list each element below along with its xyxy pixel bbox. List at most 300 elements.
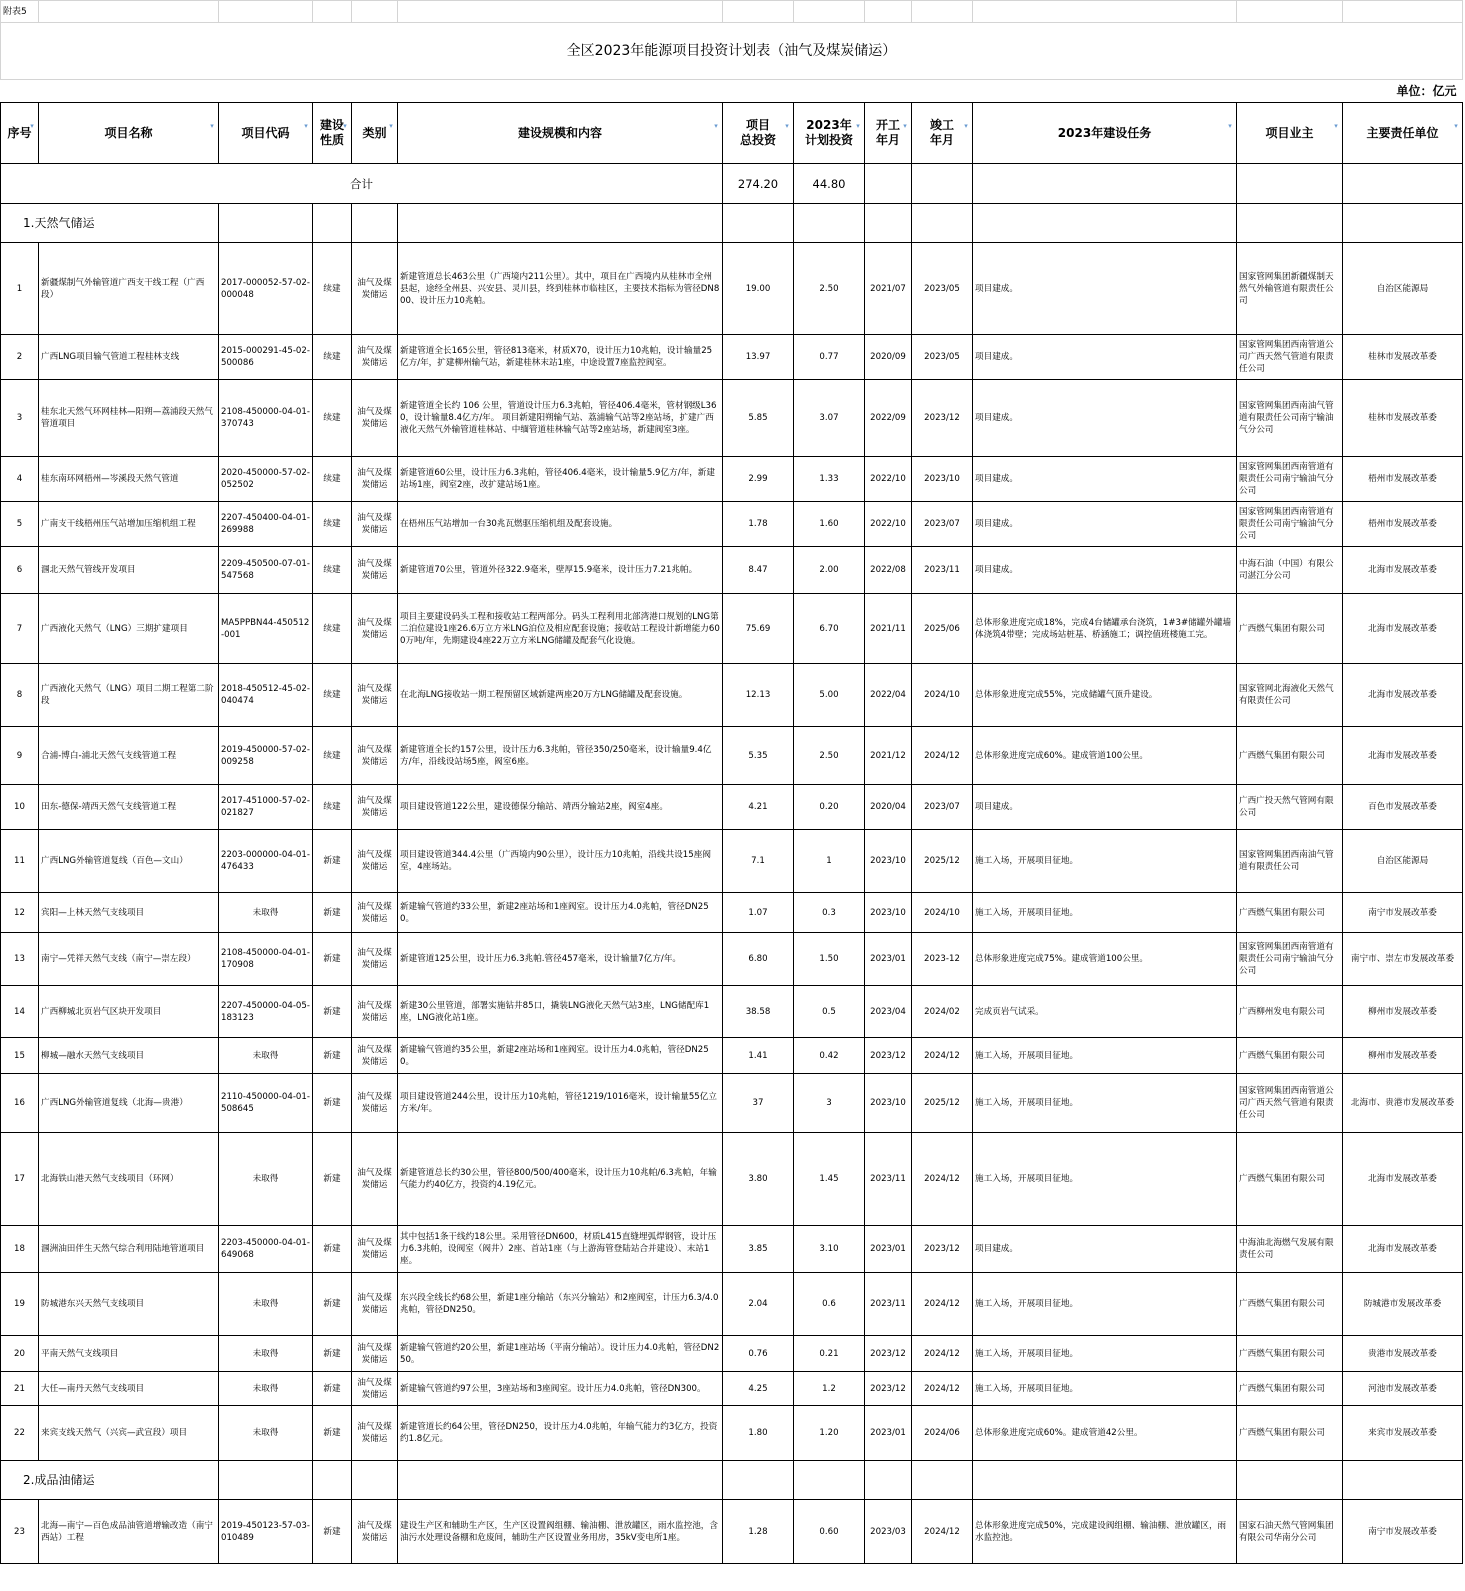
cell-no: 18 [1, 1226, 39, 1273]
filter-icon[interactable]: ▾ [1334, 122, 1338, 130]
cell-task-2023: 施工入场，开展项目征地。 [973, 893, 1237, 933]
filter-icon[interactable]: ▾ [343, 122, 347, 130]
cell-project-name: 防城港东兴天然气支线项目 [39, 1273, 219, 1336]
table-row[interactable] [1, 547, 1463, 594]
cell-nature: 新建 [313, 1273, 352, 1336]
cell-owner: 广西燃气集团有限公司 [1237, 1273, 1343, 1336]
cell-owner: 中海石油（中国）有限公司湛江分公司 [1237, 547, 1343, 594]
table-row[interactable] [1, 664, 1463, 727]
cell-project-name: 桂东北天然气环网桂林—阳朔—荔浦段天然气管道项目 [39, 380, 219, 457]
cell-project-code: 2017-000052-57-02-000048 [219, 243, 313, 335]
cell-no: 21 [1, 1372, 39, 1406]
cell-responsible: 河池市发展改革委 [1343, 1372, 1463, 1406]
cell-plan-2023: 1 [794, 830, 865, 893]
cell-category: 油气及煤炭储运 [352, 664, 398, 727]
cell-start: 2023/01 [865, 1406, 912, 1461]
cell-project-name: 宾阳—上林天然气支线项目 [39, 893, 219, 933]
cell-task-2023: 施工入场，开展项目征地。 [973, 1038, 1237, 1074]
cell-category: 油气及煤炭储运 [352, 1074, 398, 1133]
cell-end: 2024/10 [912, 893, 973, 933]
cell-start: 2022/04 [865, 664, 912, 727]
cell-project-name: 广西柳城北页岩气区块开发项目 [39, 986, 219, 1038]
cell-end: 2023/07 [912, 785, 973, 830]
empty-cell [1237, 1461, 1343, 1500]
cell-total-investment: 19.00 [723, 243, 794, 335]
cell-project-code: 未取得 [219, 1336, 313, 1372]
table-row[interactable] [1, 933, 1463, 986]
cell-start: 2023/11 [865, 1273, 912, 1336]
cell-end: 2024/12 [912, 1372, 973, 1406]
cell-category: 油气及煤炭储运 [352, 1406, 398, 1461]
empty-cell [912, 164, 973, 204]
cell-no: 12 [1, 893, 39, 933]
cell-start: 2023/01 [865, 1226, 912, 1273]
cell-nature: 续建 [313, 664, 352, 727]
cell-nature: 续建 [313, 243, 352, 335]
cell-no: 3 [1, 380, 39, 457]
cell-project-name: 大任—南丹天然气支线项目 [39, 1372, 219, 1406]
cell-end: 2025/06 [912, 594, 973, 664]
cell-nature: 续建 [313, 502, 352, 547]
cell-end: 2025/12 [912, 830, 973, 893]
table-row[interactable] [1, 1500, 1463, 1564]
cell-no: 7 [1, 594, 39, 664]
filter-icon[interactable]: ▾ [785, 122, 789, 130]
cell-nature: 新建 [313, 1372, 352, 1406]
cell-responsible: 梧州市发展改革委 [1343, 457, 1463, 502]
cell-nature: 续建 [313, 457, 352, 502]
cell-plan-2023: 0.42 [794, 1038, 865, 1074]
cell-project-code: 未取得 [219, 1038, 313, 1074]
cell-category: 油气及煤炭储运 [352, 243, 398, 335]
cell-content: 项目建设管道344.4公里（广西境内90公里），设计压力10兆帕，沿线共设15座阀室，4座场站。 [398, 830, 723, 893]
cell-category: 油气及煤炭储运 [352, 830, 398, 893]
cell-total-investment: 37 [723, 1074, 794, 1133]
cell-task-2023: 总体形象进度完成60%。建成管道100公里。 [973, 727, 1237, 785]
empty-cell [1343, 1461, 1463, 1500]
empty-cell [398, 1461, 723, 1500]
table-row[interactable] [1, 1038, 1463, 1074]
cell-owner: 广西燃气集团有限公司 [1237, 1133, 1343, 1226]
cell-project-code: 未取得 [219, 1133, 313, 1226]
cell-plan-2023: 0.20 [794, 785, 865, 830]
section-title: 1.天然气储运 [1, 204, 219, 243]
cell-project-code: 2019-450123-57-03-010489 [219, 1500, 313, 1564]
section-title: 2.成品油储运 [1, 1461, 219, 1500]
cell-project-code: 2018-450512-45-02-040474 [219, 664, 313, 727]
cell-project-code: 未取得 [219, 1273, 313, 1336]
cell-responsible: 自治区能源局 [1343, 243, 1463, 335]
cell-plan-2023: 0.3 [794, 893, 865, 933]
total-label: 合计 [1, 164, 723, 204]
cell-total-investment: 2.04 [723, 1273, 794, 1336]
cell-content: 建设生产区和辅助生产区，生产区设置阀组棚、输油棚、泄放罐区，雨水监控池，含油污水处理设备棚和危废间，辅助生产区设置业务用房，35kV变电所1座。 [398, 1500, 723, 1564]
cell-project-name: 涠北天然气管线开发项目 [39, 547, 219, 594]
cell-total-investment: 1.28 [723, 1500, 794, 1564]
table-row[interactable] [1, 457, 1463, 502]
cell-nature: 新建 [313, 1133, 352, 1226]
cell-responsible: 北海市发展改革委 [1343, 1226, 1463, 1273]
cell-task-2023: 施工入场，开展项目征地。 [973, 1336, 1237, 1372]
table-row[interactable] [1, 502, 1463, 547]
cell-total-investment: 1.41 [723, 1038, 794, 1074]
cell-content: 新建输气管道约33公里，新建2座站场和1座阀室。设计压力4.0兆帕，管径DN250。 [398, 893, 723, 933]
cell-content: 新建输气管道约97公里，3座站场和3座阀室。设计压力4.0兆帕，管径DN300。 [398, 1372, 723, 1406]
cell-total-investment: 1.78 [723, 502, 794, 547]
cell-project-code: 未取得 [219, 1372, 313, 1406]
project-table [0, 102, 1463, 1564]
empty-cell [794, 1461, 865, 1500]
cell-start: 2020/09 [865, 335, 912, 380]
cell-owner: 国家管网集团西南油气管道有限责任公司南宁输油气分公司 [1237, 380, 1343, 457]
cell-total-investment: 8.47 [723, 547, 794, 594]
cell-content: 东兴段全线长约68公里，新建1座分输站（东兴分输站）和2座阀室，计压力6.3/4.0兆帕，管径DN250。 [398, 1273, 723, 1336]
empty-cell [865, 164, 912, 204]
cell-plan-2023: 3 [794, 1074, 865, 1133]
cell-task-2023: 项目建成。 [973, 547, 1237, 594]
cell-plan-2023: 1.20 [794, 1406, 865, 1461]
table-row[interactable] [1, 1133, 1463, 1226]
empty-cell [794, 204, 865, 243]
cell-project-name: 广西LNG项目输气管道工程桂林支线 [39, 335, 219, 380]
total-investment: 274.20 [723, 164, 794, 204]
cell-category: 油气及煤炭储运 [352, 457, 398, 502]
cell-no: 2 [1, 335, 39, 380]
table-row[interactable] [1, 1406, 1463, 1461]
empty-cell [723, 204, 794, 243]
cell-end: 2024/12 [912, 727, 973, 785]
header-col-nature: 建设 性质 ▾ [313, 103, 352, 164]
cell-project-name: 柳城—融水天然气支线项目 [39, 1038, 219, 1074]
total-row [1, 164, 1463, 204]
cell-end: 2023/05 [912, 243, 973, 335]
cell-owner: 国家管网集团西南管道有限责任公司南宁输油气分公司 [1237, 933, 1343, 986]
table-row[interactable] [1, 1226, 1463, 1273]
cell-plan-2023: 1.50 [794, 933, 865, 986]
cell-responsible: 防城港市发展改革委 [1343, 1273, 1463, 1336]
total-plan-2023: 44.80 [794, 164, 865, 204]
filter-icon[interactable]: ▾ [30, 122, 34, 130]
cell-total-investment: 3.85 [723, 1226, 794, 1273]
cell-plan-2023: 3.10 [794, 1226, 865, 1273]
cell-no: 20 [1, 1336, 39, 1372]
cell-nature: 新建 [313, 933, 352, 986]
cell-category: 油气及煤炭储运 [352, 1226, 398, 1273]
cell-nature: 续建 [313, 785, 352, 830]
cell-start: 2023/12 [865, 1372, 912, 1406]
header-col-task-2023: 2023年建设任务 ▾ [973, 103, 1237, 164]
cell-start: 2022/10 [865, 457, 912, 502]
cell-category: 油气及煤炭储运 [352, 594, 398, 664]
cell-responsible: 柳州市发展改革委 [1343, 986, 1463, 1038]
cell-start: 2022/10 [865, 502, 912, 547]
cell-content: 新建管道长约64公里，管径DN250，设计压力4.0兆帕，年输气能力约3亿方，投资约1.8亿元。 [398, 1406, 723, 1461]
unit-label: 单位：亿元 [1396, 84, 1457, 99]
filter-icon[interactable]: ▾ [856, 122, 860, 130]
cell-owner: 国家石油天然气管网集团有限公司华南分公司 [1237, 1500, 1343, 1564]
cell-plan-2023: 3.07 [794, 380, 865, 457]
cell-content: 新建管道60公里，设计压力6.3兆帕，管径406.4毫米，设计输量5.9亿方/年，新建站场1座，阀室2座，改扩建站场1座。 [398, 457, 723, 502]
cell-no: 16 [1, 1074, 39, 1133]
cell-plan-2023: 0.6 [794, 1273, 865, 1336]
cell-task-2023: 项目建成。 [973, 502, 1237, 547]
cell-project-name: 南宁—凭祥天然气支线（南宁—崇左段） [39, 933, 219, 986]
cell-total-investment: 0.76 [723, 1336, 794, 1372]
cell-start: 2022/09 [865, 380, 912, 457]
cell-nature: 新建 [313, 1038, 352, 1074]
cell-no: 9 [1, 727, 39, 785]
cell-end: 2024/12 [912, 1133, 973, 1226]
cell-category: 油气及煤炭储运 [352, 1273, 398, 1336]
header-col-project-name: 项目名称 ▾ [39, 103, 219, 164]
cell-end: 2024/02 [912, 986, 973, 1038]
cell-total-investment: 2.99 [723, 457, 794, 502]
cell-content: 项目建设管道122公里，建设德保分输站、靖西分输站2座，阀室4座。 [398, 785, 723, 830]
table-row[interactable] [1, 1074, 1463, 1133]
cell-content: 新建管道全长约157公里，设计压力6.3兆帕，管径350/250毫米，设计输量9.4亿方/年，沿线设站场5座，阀室6座。 [398, 727, 723, 785]
cell-start: 2023/03 [865, 1500, 912, 1564]
table-row[interactable] [1, 785, 1463, 830]
cell-category: 油气及煤炭储运 [352, 335, 398, 380]
table-row[interactable] [1, 893, 1463, 933]
cell-no: 22 [1, 1406, 39, 1461]
empty-cell [973, 204, 1237, 243]
cell-responsible: 自治区能源局 [1343, 830, 1463, 893]
cell-owner: 广西燃气集团有限公司 [1237, 594, 1343, 664]
cell-project-code: 2017-451000-57-02-021827 [219, 785, 313, 830]
cell-plan-2023: 2.00 [794, 547, 865, 594]
cell-project-name: 涠洲油田伴生天然气综合利用陆地管道项目 [39, 1226, 219, 1273]
section-row [1, 204, 1463, 243]
cell-owner: 国家管网集团西南管道有限责任公司南宁输油气分公司 [1237, 457, 1343, 502]
empty-cell [352, 1461, 398, 1500]
cell-category: 油气及煤炭储运 [352, 785, 398, 830]
cell-project-code: 2019-450000-57-02-009258 [219, 727, 313, 785]
cell-plan-2023: 2.50 [794, 727, 865, 785]
empty-cell [352, 204, 398, 243]
cell-owner: 广西广投天然气管网有限公司 [1237, 785, 1343, 830]
cell-responsible: 柳州市发展改革委 [1343, 1038, 1463, 1074]
cell-no: 19 [1, 1273, 39, 1336]
cell-responsible: 桂林市发展改革委 [1343, 380, 1463, 457]
cell-task-2023: 总体形象进度完成55%，完成储罐气顶升建设。 [973, 664, 1237, 727]
cell-nature: 续建 [313, 594, 352, 664]
cell-end: 2024/12 [912, 1500, 973, 1564]
cell-end: 2024/10 [912, 664, 973, 727]
cell-nature: 新建 [313, 986, 352, 1038]
cell-start: 2023/10 [865, 830, 912, 893]
table-row[interactable] [1, 1372, 1463, 1406]
cell-total-investment: 5.85 [723, 380, 794, 457]
cell-nature: 新建 [313, 1406, 352, 1461]
table-row[interactable] [1, 986, 1463, 1038]
cell-responsible: 北海市发展改革委 [1343, 594, 1463, 664]
cell-project-name: 广西LNG外输管道复线（百色—文山） [39, 830, 219, 893]
cell-project-code: 2203-450000-04-01-649068 [219, 1226, 313, 1273]
cell-total-investment: 12.13 [723, 664, 794, 727]
cell-owner: 广西柳州发电有限公司 [1237, 986, 1343, 1038]
cell-end: 2024/12 [912, 1273, 973, 1336]
cell-no: 14 [1, 986, 39, 1038]
cell-total-investment: 6.80 [723, 933, 794, 986]
cell-task-2023: 施工入场，开展项目征地。 [973, 1273, 1237, 1336]
cell-task-2023: 项目建成。 [973, 457, 1237, 502]
cell-content: 新建输气管道约35公里，新建2座站场和1座阀室。设计压力4.0兆帕，管径DN250。 [398, 1038, 723, 1074]
cell-total-investment: 13.97 [723, 335, 794, 380]
cell-no: 5 [1, 502, 39, 547]
cell-total-investment: 1.07 [723, 893, 794, 933]
filter-icon[interactable]: ▾ [1454, 122, 1458, 130]
cell-content: 新建管道总长463公里（广西境内211公里）。其中，项目在广西境内从桂林市全州县起，途经全州县、兴安县、灵川县，终到桂林市临桂区，主要技术指标为管径DN800、设计压力10兆帕。 [398, 243, 723, 335]
header-col-owner: 项目业主 ▾ [1237, 103, 1343, 164]
cell-project-code: 2207-450400-04-01-269988 [219, 502, 313, 547]
appendix-label: 附表5 [1, 1, 39, 23]
cell-project-code: 2015-000291-45-02-500086 [219, 335, 313, 380]
cell-total-investment: 38.58 [723, 986, 794, 1038]
table-row[interactable] [1, 1273, 1463, 1336]
cell-plan-2023: 0.5 [794, 986, 865, 1038]
cell-responsible: 贵港市发展改革委 [1343, 1336, 1463, 1372]
cell-task-2023: 总体形象进度完成60%。建成管道42公里。 [973, 1406, 1237, 1461]
cell-responsible: 北海市发展改革委 [1343, 1133, 1463, 1226]
cell-end: 2023/12 [912, 380, 973, 457]
cell-responsible: 桂林市发展改革委 [1343, 335, 1463, 380]
cell-start: 2023/11 [865, 1133, 912, 1226]
filter-icon[interactable]: ▾ [389, 122, 393, 130]
cell-project-name: 广西LNG外输管道复线（北海—贵港） [39, 1074, 219, 1133]
section-row [1, 1461, 1463, 1500]
sheet-header-area [0, 0, 1463, 103]
cell-no: 11 [1, 830, 39, 893]
cell-start: 2023/10 [865, 1074, 912, 1133]
table-row[interactable] [1, 594, 1463, 664]
filter-icon[interactable]: ▾ [714, 122, 718, 130]
cell-category: 油气及煤炭储运 [352, 727, 398, 785]
cell-project-code: 2209-450500-07-01-547568 [219, 547, 313, 594]
cell-responsible: 南宁市发展改革委 [1343, 1500, 1463, 1564]
header-col-end: 竣工 年月 ▾ [912, 103, 973, 164]
empty-cell [398, 204, 723, 243]
cell-owner: 中海油北海燃气发展有限责任公司 [1237, 1226, 1343, 1273]
cell-end: 2023/12 [912, 1226, 973, 1273]
cell-project-code: 2108-450000-04-01-370743 [219, 380, 313, 457]
cell-task-2023: 施工入场，开展项目征地。 [973, 1133, 1237, 1226]
cell-nature: 新建 [313, 1500, 352, 1564]
cell-total-investment: 4.21 [723, 785, 794, 830]
cell-task-2023: 总体形象进度完成75%。建成管道100公里。 [973, 933, 1237, 986]
cell-plan-2023: 1.2 [794, 1372, 865, 1406]
cell-content: 新建管道全长165公里，管径813毫米，材质X70，设计压力10兆帕，设计输量25亿方/年，扩建柳州输气站，新建桂林末站1座，中途设置7座监控阀室。 [398, 335, 723, 380]
empty-cell [865, 1461, 912, 1500]
cell-end: 2023/11 [912, 547, 973, 594]
cell-project-code: MA5PPBN44-450512-001 [219, 594, 313, 664]
cell-project-name: 田东-德保-靖西天然气支线管道工程 [39, 785, 219, 830]
header-row [1, 103, 1463, 164]
cell-no: 4 [1, 457, 39, 502]
cell-total-investment: 75.69 [723, 594, 794, 664]
cell-project-name: 广南支干线梧州压气站增加压缩机组工程 [39, 502, 219, 547]
cell-responsible: 南宁市、崇左市发展改革委 [1343, 933, 1463, 986]
cell-no: 6 [1, 547, 39, 594]
empty-cell [1237, 204, 1343, 243]
cell-content: 新建管道总长约30公里，管径800/500/400毫米，设计压力10兆帕/6.3兆帕，年输气能力约40亿方，投资约4.19亿元。 [398, 1133, 723, 1226]
table-row[interactable] [1, 335, 1463, 380]
table-row[interactable] [1, 1336, 1463, 1372]
cell-category: 油气及煤炭储运 [352, 502, 398, 547]
cell-project-name: 北海—南宁—百色成品油管道增输改造（南宁西站）工程 [39, 1500, 219, 1564]
cell-task-2023: 总体形象进度完成50%，完成建设阀组棚、输油棚、泄放罐区，雨水监控池。 [973, 1500, 1237, 1564]
cell-project-name: 来宾支线天然气（兴宾—武宣段）项目 [39, 1406, 219, 1461]
cell-category: 油气及煤炭储运 [352, 1336, 398, 1372]
filter-icon[interactable]: ▾ [1228, 122, 1232, 130]
cell-owner: 国家管网集团西南管道有限责任公司南宁输油气分公司 [1237, 502, 1343, 547]
cell-end: 2024/12 [912, 1038, 973, 1074]
cell-project-name: 新疆煤制气外输管道广西支干线工程（广西段） [39, 243, 219, 335]
cell-project-name: 平南天然气支线项目 [39, 1336, 219, 1372]
cell-content: 新建管道70公里，管道外径322.9毫米，壁厚15.9毫米，设计压力7.21兆帕。 [398, 547, 723, 594]
cell-responsible: 来宾市发展改革委 [1343, 1406, 1463, 1461]
filter-icon[interactable]: ▾ [210, 122, 214, 130]
cell-owner: 广西燃气集团有限公司 [1237, 1406, 1343, 1461]
cell-project-code: 2110-450000-04-01-508645 [219, 1074, 313, 1133]
cell-project-code: 2108-450000-04-01-170908 [219, 933, 313, 986]
table-row[interactable] [1, 727, 1463, 785]
cell-owner: 国家管网集团西南管道公司广西天然气管道有限责任公司 [1237, 335, 1343, 380]
empty-cell [912, 204, 973, 243]
cell-start: 2020/04 [865, 785, 912, 830]
cell-project-code: 2203-000000-04-01-476433 [219, 830, 313, 893]
cell-no: 8 [1, 664, 39, 727]
cell-task-2023: 项目建成。 [973, 243, 1237, 335]
cell-content: 在梧州压气站增加一台30兆瓦燃驱压缩机组及配套设施。 [398, 502, 723, 547]
cell-end: 2024/12 [912, 1336, 973, 1372]
cell-start: 2021/11 [865, 594, 912, 664]
cell-end: 2024/06 [912, 1406, 973, 1461]
header-col-content: 建设规模和内容 ▾ [398, 103, 723, 164]
header-col-no: 序号 ▾ [1, 103, 39, 164]
cell-task-2023: 项目建成。 [973, 380, 1237, 457]
cell-plan-2023: 6.70 [794, 594, 865, 664]
cell-no: 15 [1, 1038, 39, 1074]
header-col-responsible: 主要责任单位 ▾ [1343, 103, 1463, 164]
cell-project-name: 广西液化天然气（LNG）项目二期工程第二阶段 [39, 664, 219, 727]
cell-nature: 续建 [313, 380, 352, 457]
cell-project-code: 未取得 [219, 1406, 313, 1461]
empty-cell [1343, 204, 1463, 243]
cell-total-investment: 3.80 [723, 1133, 794, 1226]
cell-no: 1 [1, 243, 39, 335]
empty-cell [723, 1461, 794, 1500]
cell-end: 2023/05 [912, 335, 973, 380]
filter-icon[interactable]: ▾ [964, 122, 968, 130]
cell-total-investment: 1.80 [723, 1406, 794, 1461]
filter-icon[interactable]: ▾ [903, 122, 907, 130]
cell-owner: 广西燃气集团有限公司 [1237, 1336, 1343, 1372]
cell-responsible: 北海市发展改革委 [1343, 547, 1463, 594]
empty-cell [865, 204, 912, 243]
cell-start: 2022/08 [865, 547, 912, 594]
table-row[interactable] [1, 830, 1463, 893]
filter-icon[interactable]: ▾ [304, 122, 308, 130]
cell-plan-2023: 0.77 [794, 335, 865, 380]
cell-start: 2023/10 [865, 893, 912, 933]
table-row[interactable] [1, 380, 1463, 457]
cell-project-code: 2020-450000-57-02-052502 [219, 457, 313, 502]
cell-start: 2021/12 [865, 727, 912, 785]
cell-total-investment: 5.35 [723, 727, 794, 785]
empty-cell [313, 204, 352, 243]
table-row[interactable] [1, 243, 1463, 335]
